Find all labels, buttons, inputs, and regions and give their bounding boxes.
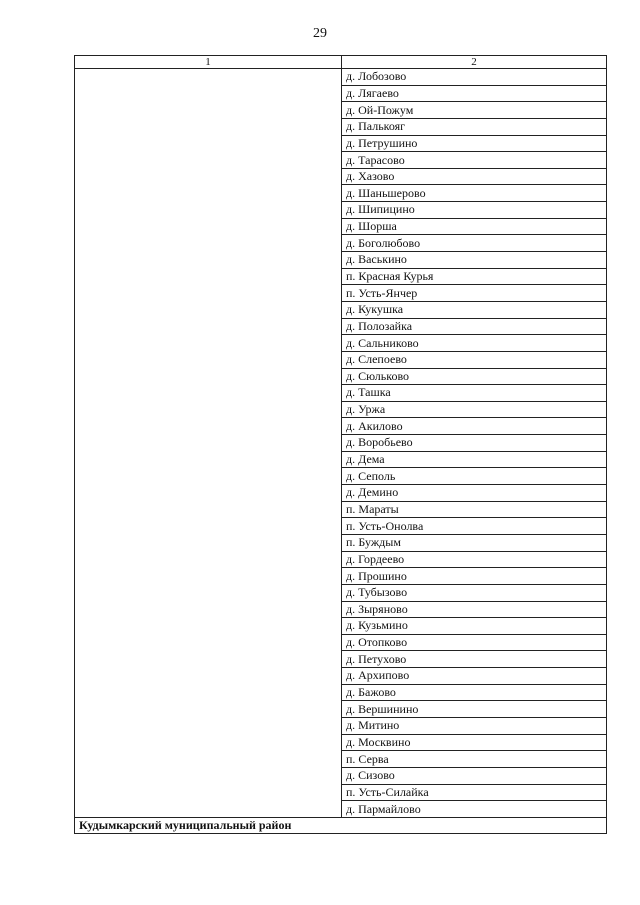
settlement-name-cell: д. Дема xyxy=(342,451,607,468)
settlement-name-cell: д. Тарасово xyxy=(342,152,607,169)
settlement-name-cell: д. Москвино xyxy=(342,734,607,751)
table-header-row xyxy=(75,56,607,69)
settlement-name-cell: п. Усть-Янчер xyxy=(342,285,607,302)
settlement-name-cell: д. Петрушино xyxy=(342,135,607,152)
settlement-name-cell: д. Прошино xyxy=(342,568,607,585)
settlement-name-cell: д. Васькино xyxy=(342,252,607,269)
settlement-name-cell: д. Хазово xyxy=(342,168,607,185)
settlement-name-cell: д. Тубызово xyxy=(342,584,607,601)
settlement-name-cell: д. Лобозово xyxy=(342,69,607,86)
settlement-name-cell: д. Зыряново xyxy=(342,601,607,618)
settlement-name-cell: д. Полозайка xyxy=(342,318,607,335)
settlement-name-cell: п. Буждым xyxy=(342,534,607,551)
column-header-1: 1 xyxy=(75,56,342,69)
settlement-name-cell: д. Кузьмино xyxy=(342,618,607,635)
settlements-table xyxy=(74,55,607,834)
settlement-name-cell: д. Шаньшерово xyxy=(342,185,607,202)
settlement-name-cell: п. Серва xyxy=(342,751,607,768)
settlement-name-cell: д. Бажово xyxy=(342,684,607,701)
settlement-name-cell: д. Сизово xyxy=(342,767,607,784)
page-number: 29 xyxy=(313,26,327,41)
settlement-name-cell: д. Отопково xyxy=(342,634,607,651)
settlement-name-cell: д. Акилово xyxy=(342,418,607,435)
settlement-name-cell: д. Шорша xyxy=(342,218,607,235)
district-heading-row xyxy=(75,817,607,834)
settlement-name-cell: д. Лягаево xyxy=(342,85,607,102)
merged-district-cell xyxy=(75,69,342,818)
settlement-name-cell: д. Гордеево xyxy=(342,551,607,568)
settlement-name-cell: п. Усть-Онолва xyxy=(342,518,607,535)
settlement-name-cell: д. Демино xyxy=(342,485,607,502)
settlement-name-cell: д. Слепоево xyxy=(342,351,607,368)
settlement-name-cell: д. Сальниково xyxy=(342,335,607,352)
column-header-2: 2 xyxy=(342,56,607,69)
settlement-name-cell: д. Уржа xyxy=(342,401,607,418)
settlement-name-cell: п. Красная Курья xyxy=(342,268,607,285)
settlement-name-cell: д. Сюльково xyxy=(342,368,607,385)
settlement-name-cell: д. Боголюбово xyxy=(342,235,607,252)
settlement-name-cell: п. Усть-Силайка xyxy=(342,784,607,801)
settlement-name-cell: д. Петухово xyxy=(342,651,607,668)
settlement-name-cell: д. Воробьево xyxy=(342,435,607,452)
settlement-name-cell: д. Вершинино xyxy=(342,701,607,718)
settlement-name-cell: д. Архипово xyxy=(342,668,607,685)
settlement-name-cell: д. Палькояг xyxy=(342,118,607,135)
settlement-name-cell: п. Мараты xyxy=(342,501,607,518)
table-row xyxy=(75,69,607,86)
settlement-name-cell: д. Ой-Пожум xyxy=(342,102,607,119)
settlement-name-cell: д. Пармайлово xyxy=(342,801,607,818)
settlement-name-cell: д. Кукушка xyxy=(342,301,607,318)
settlement-name-cell: д. Шипицино xyxy=(342,202,607,219)
settlement-name-cell: д. Сеполь xyxy=(342,468,607,485)
district-heading: Кудымкарский муниципальный район xyxy=(75,817,607,834)
settlement-name-cell: д. Митино xyxy=(342,717,607,734)
settlement-name-cell: д. Ташка xyxy=(342,385,607,402)
